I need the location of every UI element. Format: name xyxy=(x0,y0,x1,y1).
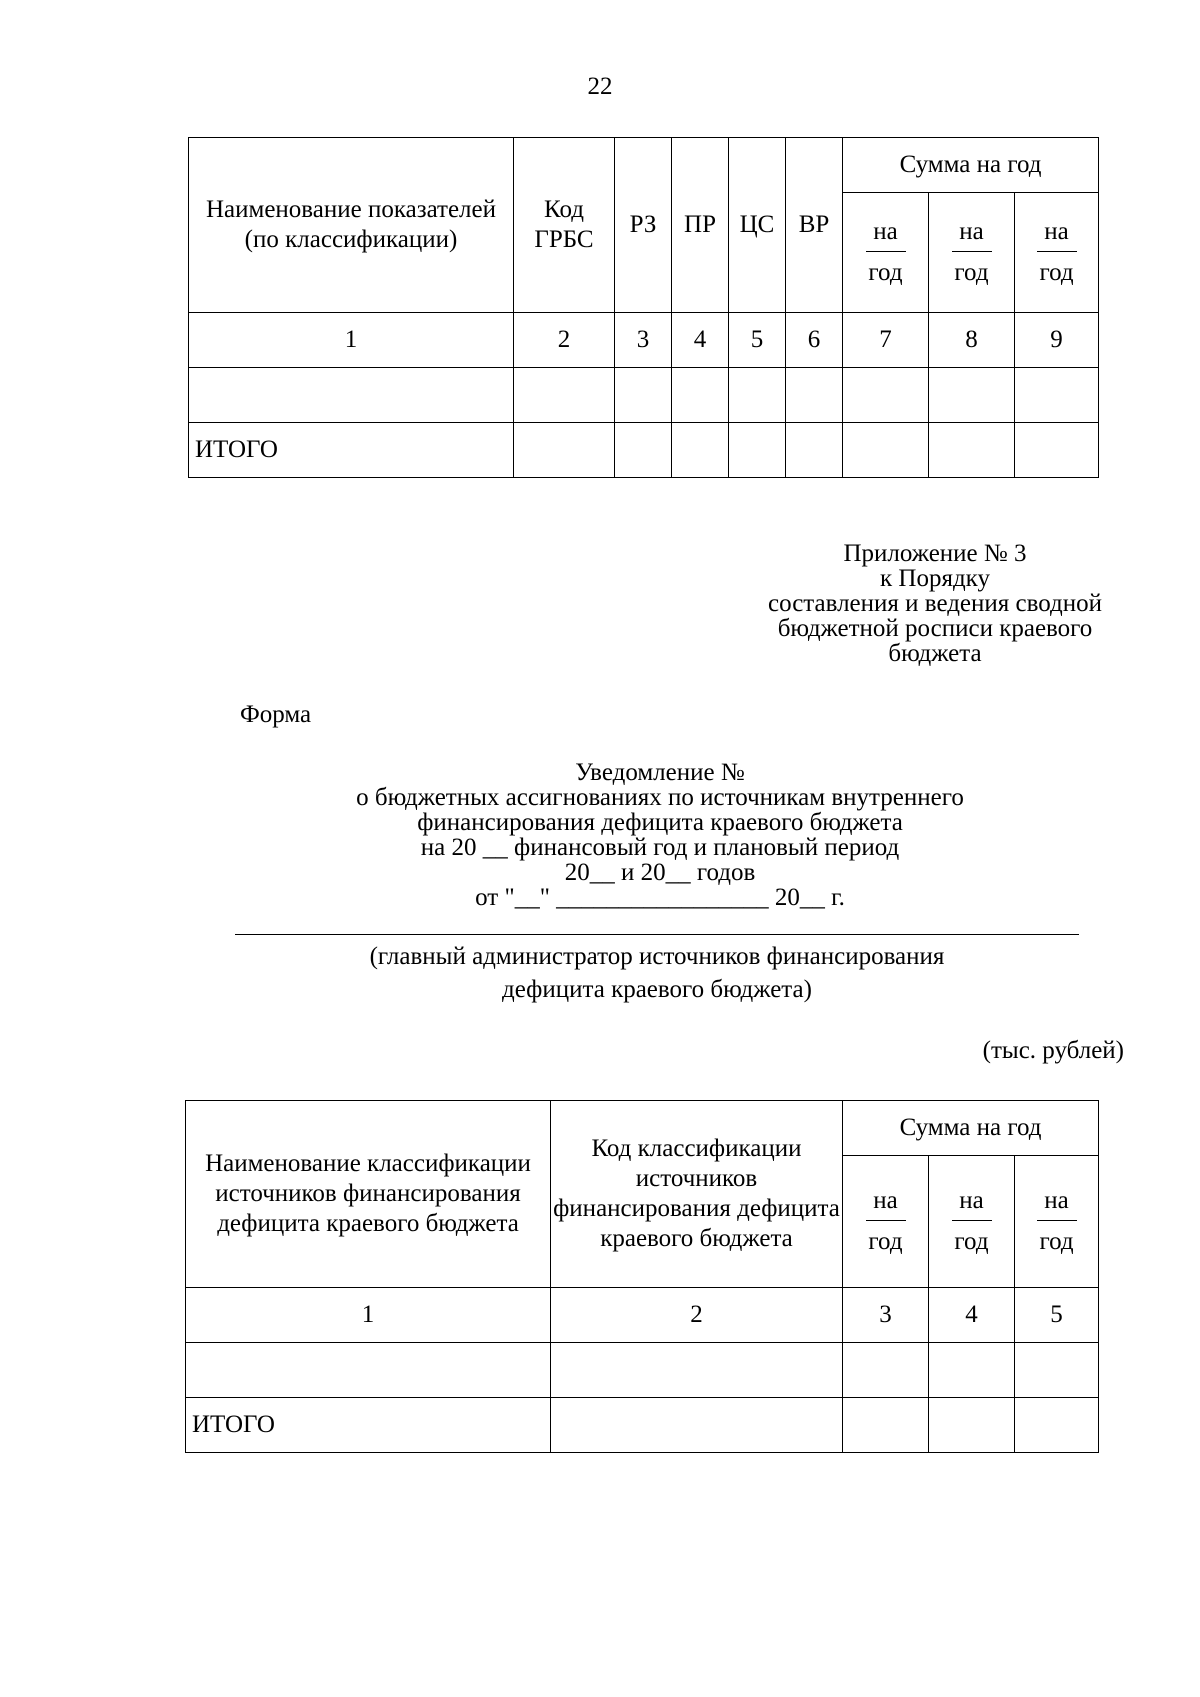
header-year-3: на год xyxy=(1015,1156,1099,1288)
admin-caption: (главный администратор источников финансирования дефицита краевого бюджета) xyxy=(369,943,945,1003)
header-cs: ЦС xyxy=(729,138,786,313)
empty-row xyxy=(189,368,1099,423)
column-number: 6 xyxy=(786,313,843,368)
column-number: 1 xyxy=(189,313,514,368)
column-number: 9 xyxy=(1015,313,1099,368)
header-classification-code: Код классификации источников финансирования дефицита краевого бюджета xyxy=(551,1101,843,1288)
units-label: (тыс. рублей) xyxy=(982,1037,1124,1064)
total-row xyxy=(186,1398,1099,1453)
page-number: 22 xyxy=(587,73,613,100)
column-number: 2 xyxy=(514,313,615,368)
column-numbers-row xyxy=(189,313,1099,368)
header-vr: ВР xyxy=(786,138,843,313)
header-year-2: на год xyxy=(929,193,1015,313)
header-name: Наименование классификации источников финансирования дефицита краевого бюджета xyxy=(186,1101,551,1288)
header-sum-per-year: Сумма на год xyxy=(843,138,1099,193)
header-name: Наименование показателей (по классификации) xyxy=(189,138,514,313)
column-number: 5 xyxy=(1015,1288,1099,1343)
empty-row xyxy=(186,1343,1099,1398)
admin-blank-line xyxy=(235,934,1079,935)
notice-title: Уведомление № о бюджетных ассигнованиях по источникам внутреннего финансирования дефицита краевого бюджета на 20 __ финансовый год и плановый период 20__ и 20__ годов от "__" _________________ 20__ г. xyxy=(356,759,964,911)
column-number: 2 xyxy=(551,1288,843,1343)
header-year-1: на год xyxy=(843,193,929,313)
budget-indicators-table xyxy=(188,137,1099,478)
appendix-heading: Приложение № 3 к Порядку составления и ведения сводной бюджетной росписи краевого бюджета xyxy=(767,540,1103,667)
form-label: Форма xyxy=(240,701,312,728)
column-number: 1 xyxy=(186,1288,551,1343)
column-number: 5 xyxy=(729,313,786,368)
column-number: 4 xyxy=(929,1288,1015,1343)
header-year-1: на год xyxy=(843,1156,929,1288)
header-sum-per-year: Сумма на год xyxy=(843,1101,1099,1156)
header-code-grbs: Код ГРБС xyxy=(514,138,615,313)
column-number: 4 xyxy=(672,313,729,368)
column-number: 3 xyxy=(615,313,672,368)
total-row xyxy=(189,423,1099,478)
column-number: 8 xyxy=(929,313,1015,368)
header-year-3: на год xyxy=(1015,193,1099,313)
total-label: ИТОГО xyxy=(186,1398,551,1453)
total-label: ИТОГО xyxy=(189,423,514,478)
header-pr: ПР xyxy=(672,138,729,313)
deficit-sources-table xyxy=(185,1100,1099,1453)
column-number: 7 xyxy=(843,313,929,368)
column-number: 3 xyxy=(843,1288,929,1343)
header-rz: РЗ xyxy=(615,138,672,313)
column-numbers-row xyxy=(186,1288,1099,1343)
header-year-2: на год xyxy=(929,1156,1015,1288)
